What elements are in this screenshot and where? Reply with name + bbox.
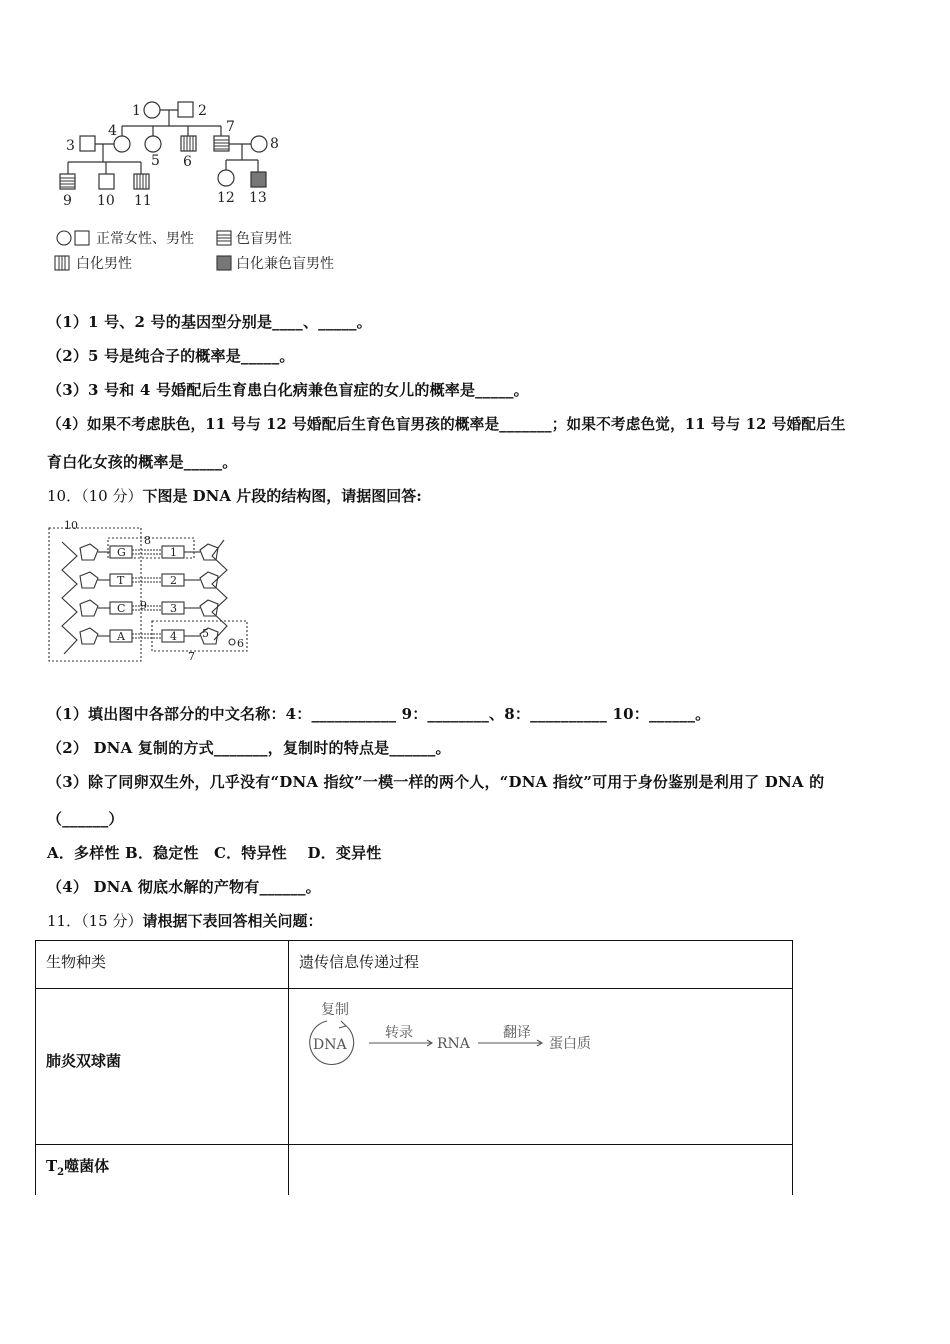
dna-structure-diagram (42, 518, 257, 668)
label-3: 3 (66, 138, 75, 154)
t2-letter: T (46, 1157, 58, 1175)
central-dogma-flow (301, 997, 621, 1087)
q10-part4: （4） DNA 彻底水解的产物有______。 (47, 878, 321, 896)
label-8: 8 (270, 136, 279, 152)
q10-header (47, 485, 422, 506)
q9-part4-line1: （4）如果不考虑肤色，11 号与 12 号婚配后生育色盲男孩的概率是_______；如果不考虑色觉，11 号与 12 号婚配后生 (47, 416, 846, 433)
t2-name: 噬菌体 (64, 1157, 110, 1175)
legend-colorblind: 色盲男性 (236, 231, 292, 247)
label-7: 7 (226, 119, 235, 135)
label-10: 10 (97, 193, 115, 209)
legend-albino: 白化男性 (76, 256, 132, 272)
q9-part3: （3）3 号和 4 号婚配后生育患白化病兼色盲症的女儿的概率是_____。 (47, 381, 529, 399)
base-left-2: T (117, 574, 125, 587)
t2-subscript: 2 (57, 1167, 65, 1178)
q11-number: 11．（15 分） (47, 912, 143, 930)
dna-label-5: 5 (202, 627, 209, 640)
label-5: 5 (151, 153, 160, 169)
base-right-4: 4 (170, 630, 177, 643)
dna-label-8: 8 (144, 534, 151, 547)
base-left-1: G (117, 546, 126, 559)
q10-options: A．多样性 B．稳定性 C．特异性 D．变异性 (47, 844, 382, 862)
label-12: 12 (217, 190, 235, 206)
dna-label-10: 10 (64, 519, 78, 532)
genetic-info-table (35, 940, 793, 1195)
flow-transcription: 转录 (385, 1025, 413, 1041)
base-right-3: 3 (170, 602, 177, 615)
label-13: 13 (249, 190, 267, 206)
dna-label-6: 6 (237, 637, 244, 650)
flow-replication: 复制 (321, 1002, 349, 1018)
table-header-flow: 遗传信息传递过程 (299, 953, 420, 971)
base-right-1: 1 (170, 546, 177, 559)
organism-t2-phage (36, 1145, 288, 1188)
q9-part1: （1）1 号、2 号的基因型分别是____、_____。 (47, 313, 372, 331)
label-11: 11 (134, 193, 152, 209)
q9-part2: （2）5 号是纯合子的概率是_____。 (47, 347, 295, 365)
q9-part4-line2: 育白化女孩的概率是_____。 (47, 453, 238, 471)
pedigree-chart (40, 90, 370, 280)
dna-label-9: 9 (140, 599, 147, 612)
base-left-3: C (117, 602, 126, 615)
q11-prompt: 请根据下表回答相关问题： (142, 912, 323, 930)
dna-label-7: 7 (188, 650, 195, 663)
legend-normal: 正常女性、男性 (96, 231, 194, 247)
flow-rna: RNA (437, 1036, 470, 1052)
legend-albino-colorblind: 白化兼色盲男性 (236, 256, 334, 272)
q10-number: 10．（10 分） (47, 487, 143, 505)
base-left-4: A (117, 630, 125, 643)
label-2: 2 (198, 103, 207, 119)
label-4: 4 (108, 123, 117, 139)
base-right-2: 2 (170, 574, 177, 587)
flow-translation: 翻译 (503, 1025, 531, 1041)
table-row (36, 989, 793, 1145)
table-header-row (36, 941, 793, 989)
table-header-organism: 生物种类 (46, 953, 107, 971)
label-9: 9 (63, 193, 72, 209)
flow-protein: 蛋白质 (549, 1036, 591, 1052)
q11-header (47, 910, 322, 931)
table-row (36, 1145, 793, 1195)
q10-part3-line1: （3）除了同卵双生外，几乎没有“DNA 指纹”一模一样的两个人，“DNA 指纹”可用于身份鉴别是利用了 DNA 的 (47, 773, 825, 791)
q10-part2: （2） DNA 复制的方式_______，复制时的特点是______。 (47, 739, 451, 757)
flow-dna: DNA (313, 1037, 347, 1053)
label-1: 1 (132, 103, 141, 119)
label-6: 6 (183, 154, 192, 170)
q10-part1: （1）填出图中各部分的中文名称：4：___________ 9：________、8：__________ 10：______。 (47, 705, 711, 723)
organism-pneumococcus: 肺炎双球菌 (46, 1052, 122, 1070)
q10-part3-line2: （______） (47, 810, 124, 828)
q10-prompt: 下图是 DNA 片段的结构图，请据图回答: (142, 487, 422, 505)
